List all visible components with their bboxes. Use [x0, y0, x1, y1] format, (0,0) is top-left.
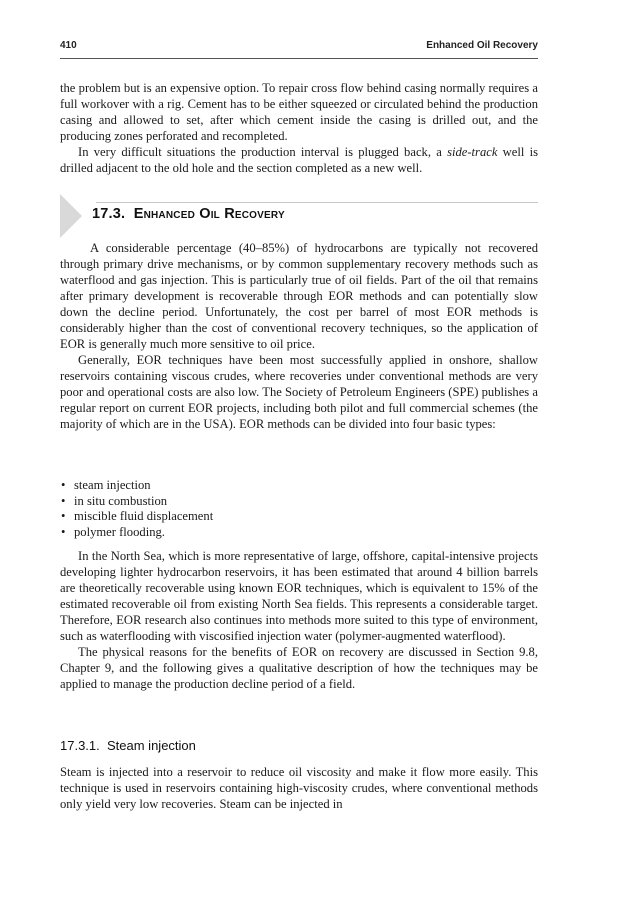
- list-item: [60, 478, 538, 494]
- section-body-continued: [60, 548, 538, 692]
- bullet-icon: •: [61, 524, 66, 539]
- section-paragraph-3: In the North Sea, which is more representative of large, offshore, capital-intensive projects developing lighter hydrocarbon reservoirs, it has been estimated that around 4 billion barrels are theoretically recoverable using known EOR techniques, which is equivalent to 15% of the estimated recoverable oil from existing North Sea fields. This represents a considerable target. Therefore, EOR research also continues into methods more suited to this type of environment, such as waterflooding with viscosified injection water (polymer-augmented waterflood).: [60, 549, 538, 643]
- running-title: Enhanced Oil Recovery: [426, 40, 538, 51]
- header-rule: [60, 58, 538, 59]
- section-paragraph-1: A considerable percentage (40–85%) of hydrocarbons are typically not recovered through primary drive mechanisms, or by common supplementary recovery methods such as waterflood and gas injection. This is particularly true of oil fields. Part of the oil that remains after primary development is recoverable through EOR methods and can potentially slow down the decline period. Unfortunately, the cost per barrel of most EOR methods is considerably higher than the cost of conventional recovery techniques, so the application of EOR is generally much more sensitive to oil price.: [60, 241, 538, 351]
- intro-paragraph-1: the problem but is an expensive option. To repair cross flow behind casing normally requires a full workover with a rig. Cement has to be either squeezed or circulated behind the production casing and allowed to set, after which cement inside the casing is drilled out, and the producing zones perforated and recompleted.: [60, 81, 538, 143]
- list-item: [60, 509, 538, 525]
- bullet-icon: •: [61, 493, 66, 508]
- subsection-paragraph-1: Steam is injected into a reservoir to reduce oil viscosity and make it flow more easily. This technique is used in reservoirs containing high-viscosity crudes, where conventional methods only yield very low recoveries. Steam can be injected in: [60, 765, 538, 811]
- section-heading: [92, 206, 285, 226]
- subsection-heading: [60, 738, 196, 753]
- intro-paragraph-2: [60, 144, 538, 176]
- list-item-text: polymer flooding.: [74, 524, 165, 539]
- running-header: [60, 40, 538, 58]
- bullet-icon: •: [61, 478, 66, 492]
- section-rule: [96, 202, 538, 203]
- section-body: [60, 240, 538, 432]
- eor-methods-list: [60, 478, 538, 540]
- intro-p2-after: well is drilled adjacent to the old hole and the section completed as a new well.: [60, 145, 538, 175]
- list-item: [60, 494, 538, 510]
- intro-text: [60, 80, 538, 176]
- section-title: Enhanced Oil Recovery: [133, 206, 285, 222]
- section-paragraph-2: Generally, EOR techniques have been most successfully applied in onshore, shallow reservoirs containing viscous crudes, where recoveries under conventional methods are very poor and operational costs are also low. The Society of Petroleum Engineers (SPE) publishes a regular report on current EOR projects, including both pilot and full commercial schemes (the majority of which are in the USA). EOR methods can be divided into four basic types:: [60, 353, 538, 431]
- subsection-title: Steam injection: [107, 738, 196, 753]
- section-number: 17.3.: [92, 206, 126, 222]
- page-number: 410: [60, 40, 77, 51]
- list-item-text: miscible fluid displacement: [74, 509, 214, 523]
- subsection-number: 17.3.1.: [60, 738, 100, 753]
- list-item: [60, 525, 538, 541]
- intro-p2-before: In very difficult situations the production interval is plugged back, a: [78, 145, 448, 159]
- subsection-body: [60, 764, 538, 812]
- list-item-text: in situ combustion: [74, 493, 168, 508]
- list-item-text: steam injection: [74, 478, 151, 492]
- section-paragraph-4: The physical reasons for the benefits of EOR on recovery are discussed in Section 9.8, Chapter 9, and the following gives a qualitative description of how the techniques may be applied to manage the production decline period of a field.: [60, 645, 538, 691]
- bullet-icon: •: [61, 509, 66, 523]
- section-chevron-icon: [60, 194, 82, 238]
- side-track-term: side-track: [447, 145, 498, 159]
